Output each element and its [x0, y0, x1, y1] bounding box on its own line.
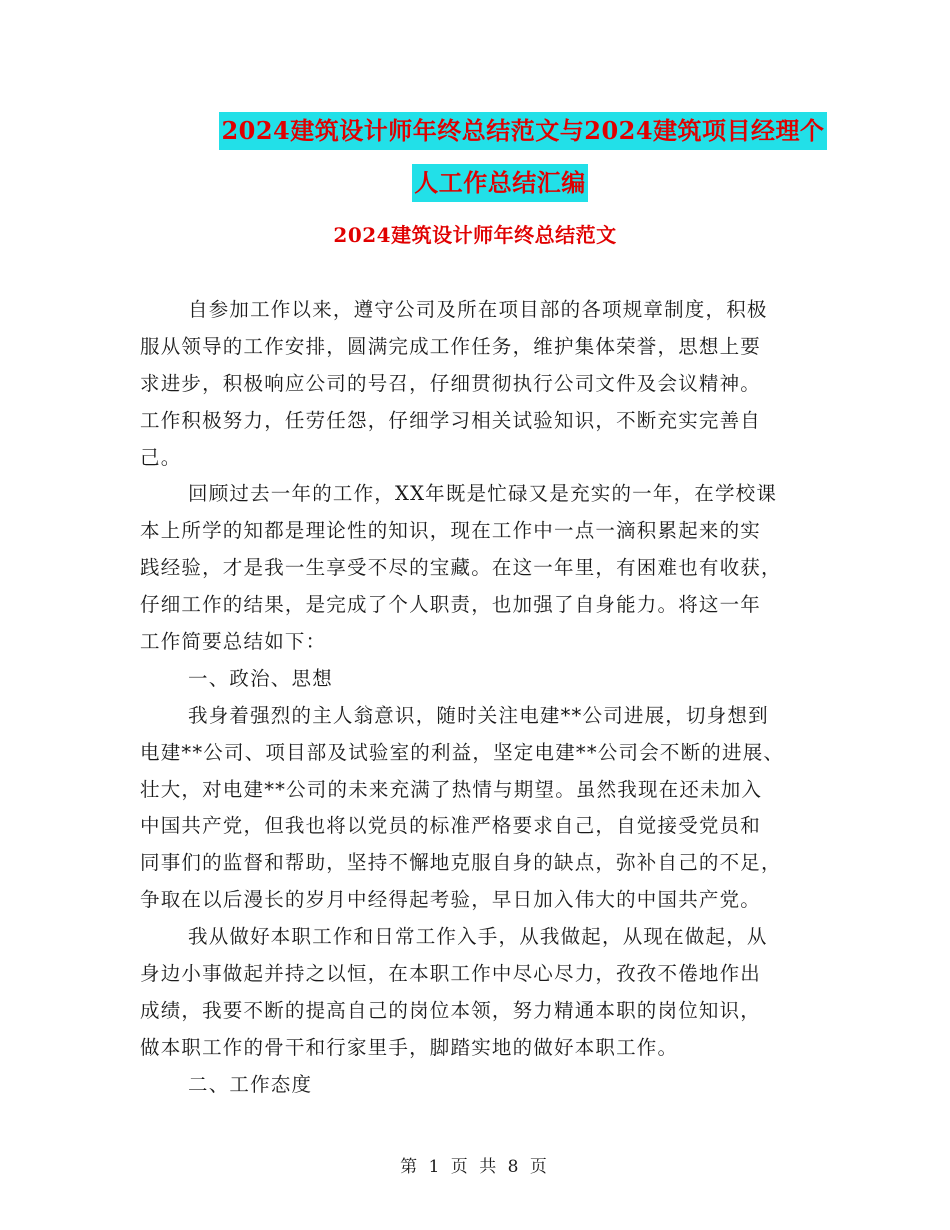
body-line: 做本职工作的骨干和行家里手，脚踏实地的做好本职工作。 — [140, 1035, 679, 1059]
body-line: 我身着强烈的主人翁意识，随时关注电建**公司进展，切身想到 — [188, 703, 769, 727]
body-line: 中国共产党，但我也将以党员的标准严格要求自己，自觉接受党员和 — [140, 814, 762, 838]
body-line: 一、政治、思想 — [188, 666, 333, 690]
body-line: 二、工作态度 — [188, 1072, 313, 1096]
body-line: 仔细工作的结果，是完成了个人职责，也加强了自身能力。将这一年 — [140, 593, 762, 617]
body-text — [140, 292, 810, 1104]
body-line: 践经验，才是我一生享受不尽的宝藏。在这一年里，有困难也有收获， — [140, 556, 782, 580]
body-line: 电建**公司、项目部及试验室的利益，坚定电建**公司会不断的进展、 — [140, 740, 785, 764]
section-title: 2024建筑设计师年终总结范文 — [333, 223, 617, 247]
body-line: 同事们的监督和帮助，坚持不懈地克服自身的缺点，弥补自己的不足， — [140, 851, 782, 875]
document-title — [140, 112, 860, 202]
body-line: 工作积极努力，任劳任怨，仔细学习相关试验知识，不断充实完善自 — [140, 408, 762, 432]
body-line: 自参加工作以来，遵守公司及所在项目部的各项规章制度，积极 — [188, 298, 768, 321]
body-line: 服从领导的工作安排，圆满完成工作任务，维护集体荣誉，思想上要 — [140, 334, 762, 358]
body-line: 求进步，积极响应公司的号召，仔细贯彻执行公司文件及会议精神。 — [140, 371, 762, 395]
title-line-1: 2024建筑设计师年终总结范文与2024建筑项目经理个 — [219, 112, 826, 150]
body-line: 壮大，对电建**公司的未来充满了热情与期望。虽然我现在还未加入 — [140, 777, 763, 801]
body-line: 己。 — [140, 445, 182, 469]
body-line: 我从做好本职工作和日常工作入手，从我做起，从现在做起，从 — [188, 925, 768, 949]
body-line: 回顾过去一年的工作，XX年既是忙碌又是充实的一年，在学校课 — [188, 482, 778, 506]
title-line-2: 人工作总结汇编 — [412, 164, 588, 202]
page-footer: 第 1 页 共 8 页 — [400, 1157, 550, 1177]
body-line: 本上所学的知都是理论性的知识，现在工作中一点一滴积累起来的实 — [140, 519, 762, 543]
body-line: 工作简要总结如下： — [140, 630, 327, 654]
body-line: 争取在以后漫长的岁月中经得起考验，早日加入伟大的中国共产党。 — [140, 888, 762, 912]
body-line: 身边小事做起并持之以恒，在本职工作中尽心尽力，孜孜不倦地作出 — [140, 962, 762, 986]
body-line: 成绩，我要不断的提高自己的岗位本领，努力精通本职的岗位知识， — [140, 998, 762, 1022]
